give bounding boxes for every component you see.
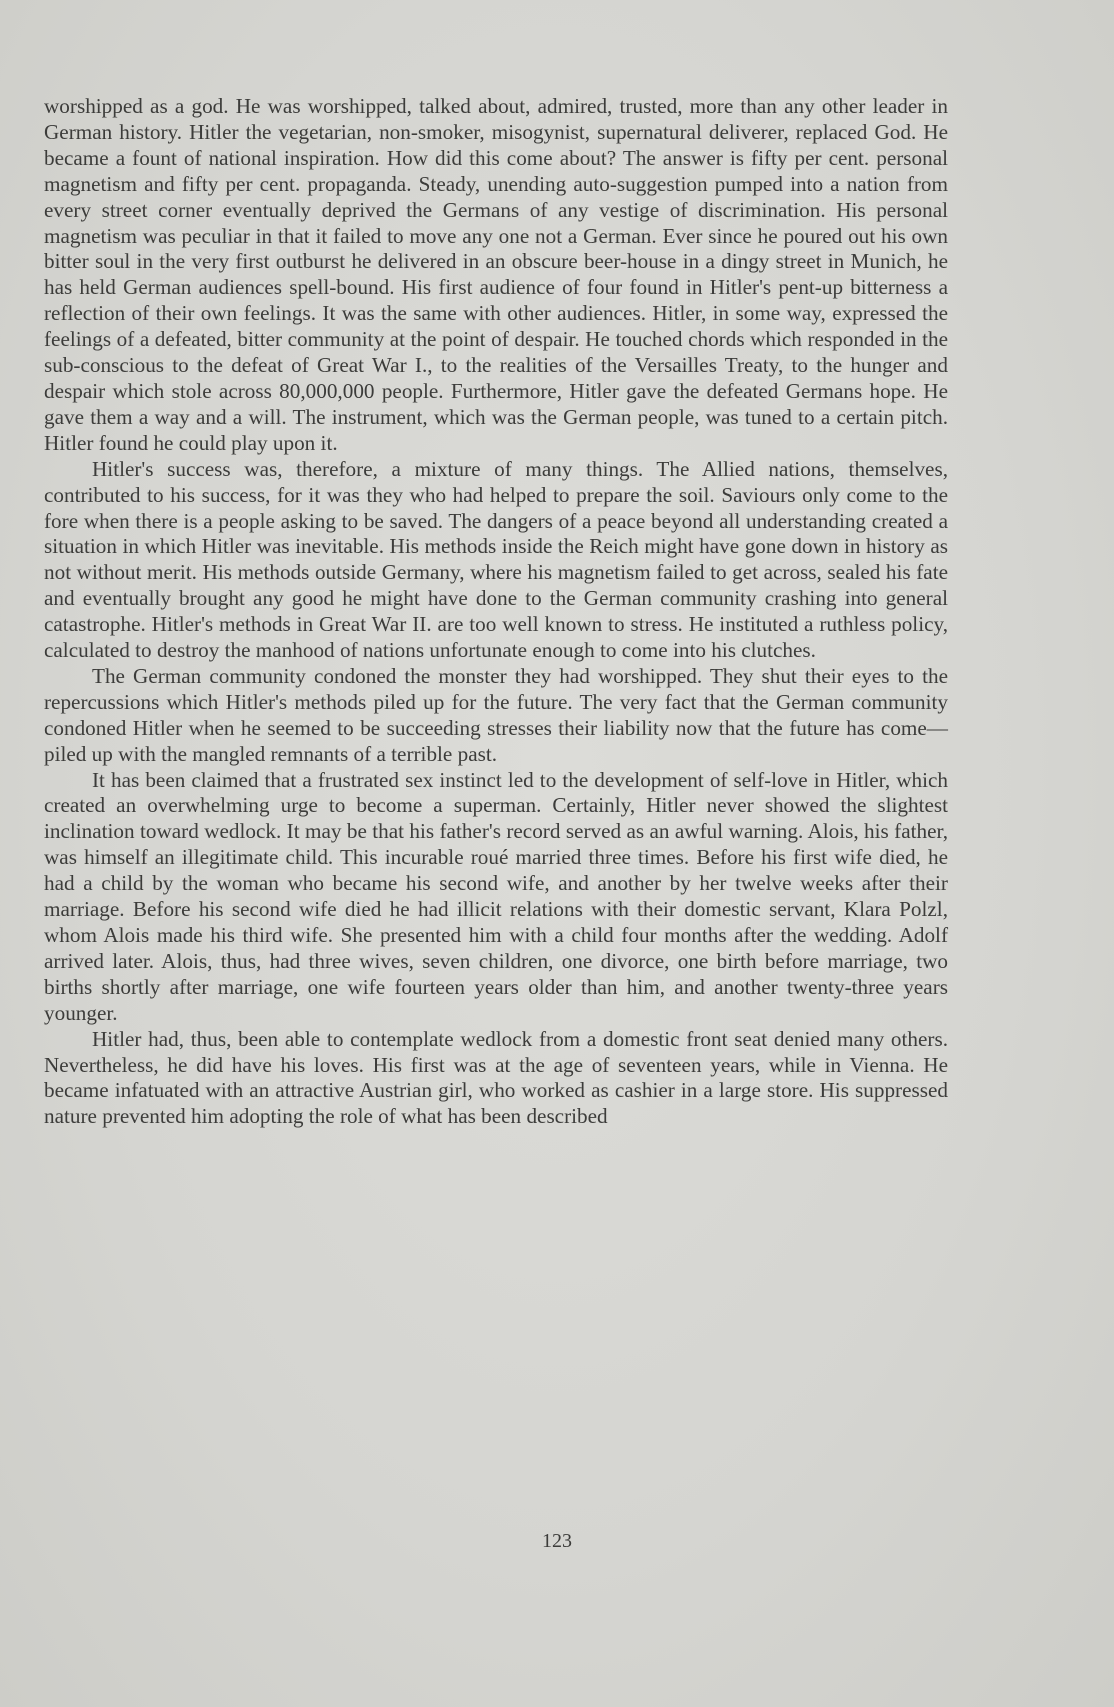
body-text: [44, 94, 948, 1130]
paragraph-2: Hitler's success was, therefore, a mixture of many things. The Allied nations, themselves, contributed to his success, for it was they who had helped to prepare the soil. Saviours only come to the fore when there is a people asking to be saved. The dangers of a peace beyond all understanding created a situation in which Hitler was inevitable. His methods inside the Reich might have gone down in history as not without merit. His methods outside Germany, where his magnetism failed to get across, sealed his fate and eventually brought any good he might have done to the German community crashing into general catastrophe. Hitler's methods in Great War II. are too well known to stress. He instituted a ruthless policy, calculated to destroy the manhood of nations unfortunate enough to come into his clutches.: [44, 456, 948, 663]
page-number: 123: [542, 1530, 572, 1552]
paragraph-3: The German community condoned the monster they had worshipped. They shut their eyes to the repercussions which Hitler's methods piled up for the future. The very fact that the German community condoned Hitler when he seemed to be succeeding stresses their liability now that the future has come—piled up with the mangled remnants of a terrible past.: [44, 663, 948, 766]
paragraph-1: worshipped as a god. He was worshipped, talked about, admired, trusted, more than any other leader in German history. Hitler the vegetarian, non-smoker, misogynist, supernatural deliverer, replaced God. He became a fount of national inspiration. How did this come about? The answer is fifty per cent. personal magnetism and fifty per cent. propaganda. Steady, unending auto-suggestion pumped into a nation from every street corner eventually deprived the Germans of any vestige of discrimination. His personal magnetism was peculiar in that it failed to move any one not a German. Ever since he poured out his own bitter soul in the very first outburst he delivered in an obscure beer-house in a dingy street in Munich, he has held German audiences spell-bound. His first audience of four found in Hitler's pent-up bitterness a reflection of their own feelings. It was the same with other audiences. Hitler, in some way, expressed the feelings of a defeated, bitter community at the point of despair. He touched chords which responded in the sub-conscious to the defeat of Great War I., to the realities of the Versailles Treaty, to the hunger and despair which stole across 80,000,000 people. Furthermore, Hitler gave the defeated Germans hope. He gave them a way and a will. The instrument, which was the German people, was tuned to a certain pitch. Hitler found he could play upon it.: [44, 94, 948, 455]
paragraph-4: It has been claimed that a frustrated sex instinct led to the development of self-love in Hitler, which created an overwhelming urge to become a superman. Certainly, Hitler never showed the slightest inclination toward wedlock. It may be that his father's record served as an awful warning. Alois, his father, was himself an illegitimate child. This incurable roué married three times. Before his first wife died, he had a child by the woman who became his second wife, and another by her twelve weeks after their marriage. Before his second wife died he had illicit relations with their domestic servant, Klara Polzl, whom Alois made his third wife. She presented him with a child four months after the wedding. Adolf arrived later. Alois, thus, had three wives, seven children, one divorce, one birth before marriage, two births shortly after marriage, one wife fourteen years older than him, and another twenty-three years younger.: [44, 767, 948, 1025]
paragraph-5: Hitler had, thus, been able to contemplate wedlock from a domestic front seat denied many others. Nevertheless, he did have his loves. His first was at the age of seventeen years, while in Vienna. He became infatuated with an attractive Austrian girl, who worked as cashier in a large store. His suppressed nature prevented him adopting the role of what has been described: [44, 1026, 948, 1129]
